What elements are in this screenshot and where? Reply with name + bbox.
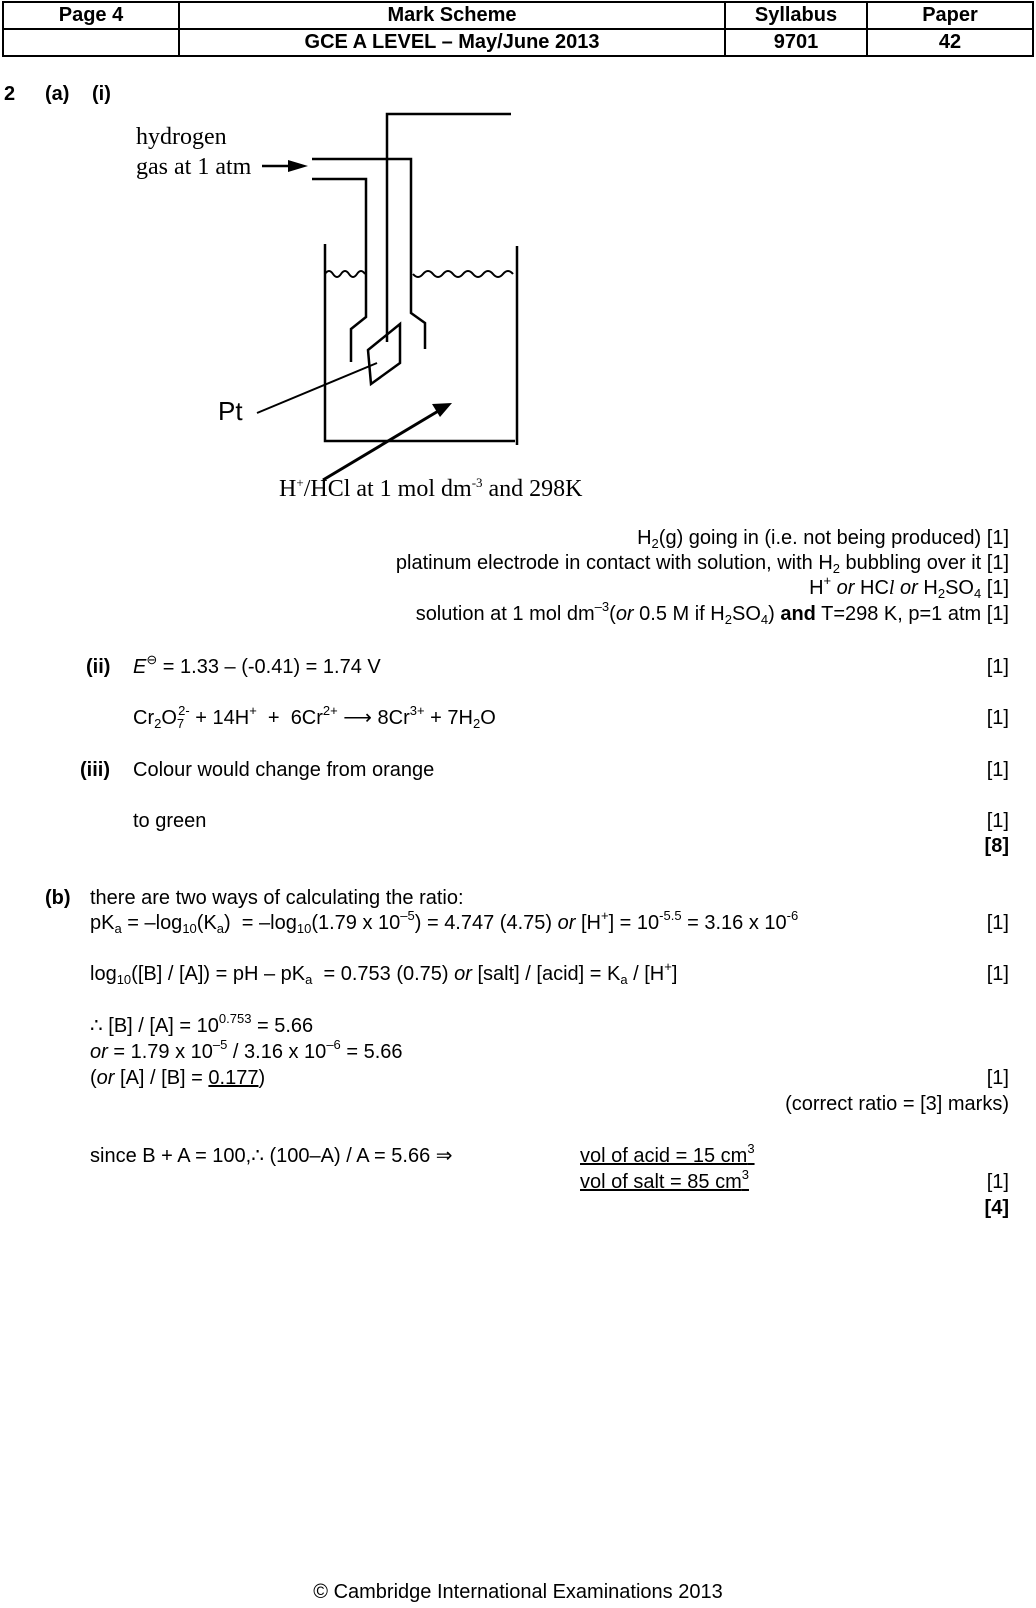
pt-wire <box>387 114 511 342</box>
b-line-ratio: ∴ $[B] / [A] = 10^{0.753} = 5.66$ <box>90 1011 314 1037</box>
page-label: Page 4 <box>3 2 179 29</box>
paper-number: 42 <box>867 29 1033 56</box>
inner-tube <box>312 179 366 362</box>
sub-iii-label: (iii) <box>80 759 110 781</box>
pt-plate <box>368 324 400 384</box>
paper-label: Paper <box>867 2 1033 29</box>
solution-arrow-line <box>323 410 440 480</box>
colour-change-line2: to green <box>133 810 207 832</box>
e-cell-mark: [1] <box>986 656 1009 678</box>
beaker-left-bottom <box>325 244 515 441</box>
question-number: 2 <box>4 83 16 105</box>
b-line-log-ratio: $\log_{10}([B] / [A])$ = pH – $pK_a = 0.753$ (0.75) or [salt] / [acid] = $K_a / [H^+]$ <box>90 959 678 987</box>
sub-ii-label: (ii) <box>86 656 111 678</box>
b-line-pka: $pK_a = -\log_{10}(K_a) = -\log_{10}(1.79$ x $10^{-5}) = 4.747$ (4.75) or $[H^+] = 10^{-5.5} = 3.16$ x $10^{-6}$ <box>90 908 799 936</box>
equation-mark: [1] <box>986 707 1009 729</box>
pt-label: Pt <box>218 396 243 426</box>
vol-salt: vol of salt = 85 $cm^3$ <box>580 1167 749 1193</box>
redox-equation: $Cr_2O_7^{2-} + 14H^+ + 6Cr^{2+}$ ⟶ $8Cr^{3+} + 7H_2O$ <box>133 703 496 731</box>
syllabus-code: 9701 <box>725 29 867 56</box>
b-mark-1: [1] <box>986 912 1009 934</box>
exam-name: GCE A LEVEL – May/June 2013 <box>179 29 725 56</box>
colour-mark-2: [1] <box>986 810 1009 832</box>
solution-label: H+/HCl at 1 mol $dm^{-3}$ and 298K <box>279 475 583 502</box>
colour-change-line1: Colour would change from orange <box>133 759 435 781</box>
b-intro: there are two ways of calculating the ratio: <box>90 887 464 909</box>
b-line-alt-ratio: or = 1.79 x $10^{-5} / 3.16$ x $10^{-6} = 5.66$ <box>90 1037 403 1063</box>
part-a-total: [8] <box>984 835 1009 857</box>
hydrogen-electrode-diagram <box>0 0 1036 520</box>
a-i-point-4: solution at 1 mol $dm^{-3}(or$ 0.5 M if $H_2SO_4$) and T=298 K, p=1 atm [1] <box>415 599 1009 627</box>
hydrogen-arrowhead-icon <box>288 160 308 172</box>
b-mark-4: [1] <box>986 1171 1009 1193</box>
e-cell-calculation: E⊖ = 1.33 – (-0.41) = 1.74 V <box>133 652 381 678</box>
outer-tube <box>312 159 425 349</box>
pt-pointer-line <box>257 363 377 413</box>
doc-title: Mark Scheme <box>179 2 725 29</box>
footer-copyright: © Cambridge International Examinations 2013 <box>313 1581 723 1603</box>
hydrogen-label-line2: gas at 1 atm <box>136 154 252 180</box>
colour-mark-1: [1] <box>986 759 1009 781</box>
liquid-surface-right <box>413 271 513 277</box>
a-i-point-1: $H_2(g)$ going in (i.e. not being produced) [1] <box>637 527 1009 551</box>
b-mark-2: [1] <box>986 963 1009 985</box>
liquid-surface-left <box>325 271 365 277</box>
vol-acid: vol of acid = 15 $cm^3$ <box>580 1141 755 1167</box>
sub-i-label: (i) <box>92 83 111 105</box>
b-line-inverse-ratio: (or [A] / [B] = 0.177) <box>90 1067 266 1089</box>
part-a-label: (a) <box>45 83 70 105</box>
part-b-total: [4] <box>984 1197 1009 1219</box>
a-i-point-2: platinum electrode in contact with solution, with $H_2$ bubbling over it [1] <box>395 552 1009 576</box>
b-mark-3: [1] <box>986 1067 1009 1089</box>
a-i-point-3: H+ or HCl or $H_2SO_4$ [1] <box>809 573 1009 601</box>
hydrogen-label-line1: hydrogen <box>136 124 227 150</box>
part-b-label: (b) <box>45 887 71 909</box>
b-ratio-note: (correct ratio = [3] marks) <box>785 1093 1009 1115</box>
syllabus-label: Syllabus <box>725 2 867 29</box>
b-since-line: since B + A = 100,∴ (100–A) / A = 5.66 ⇒ <box>90 1145 453 1167</box>
solution-arrowhead-icon <box>432 403 452 417</box>
